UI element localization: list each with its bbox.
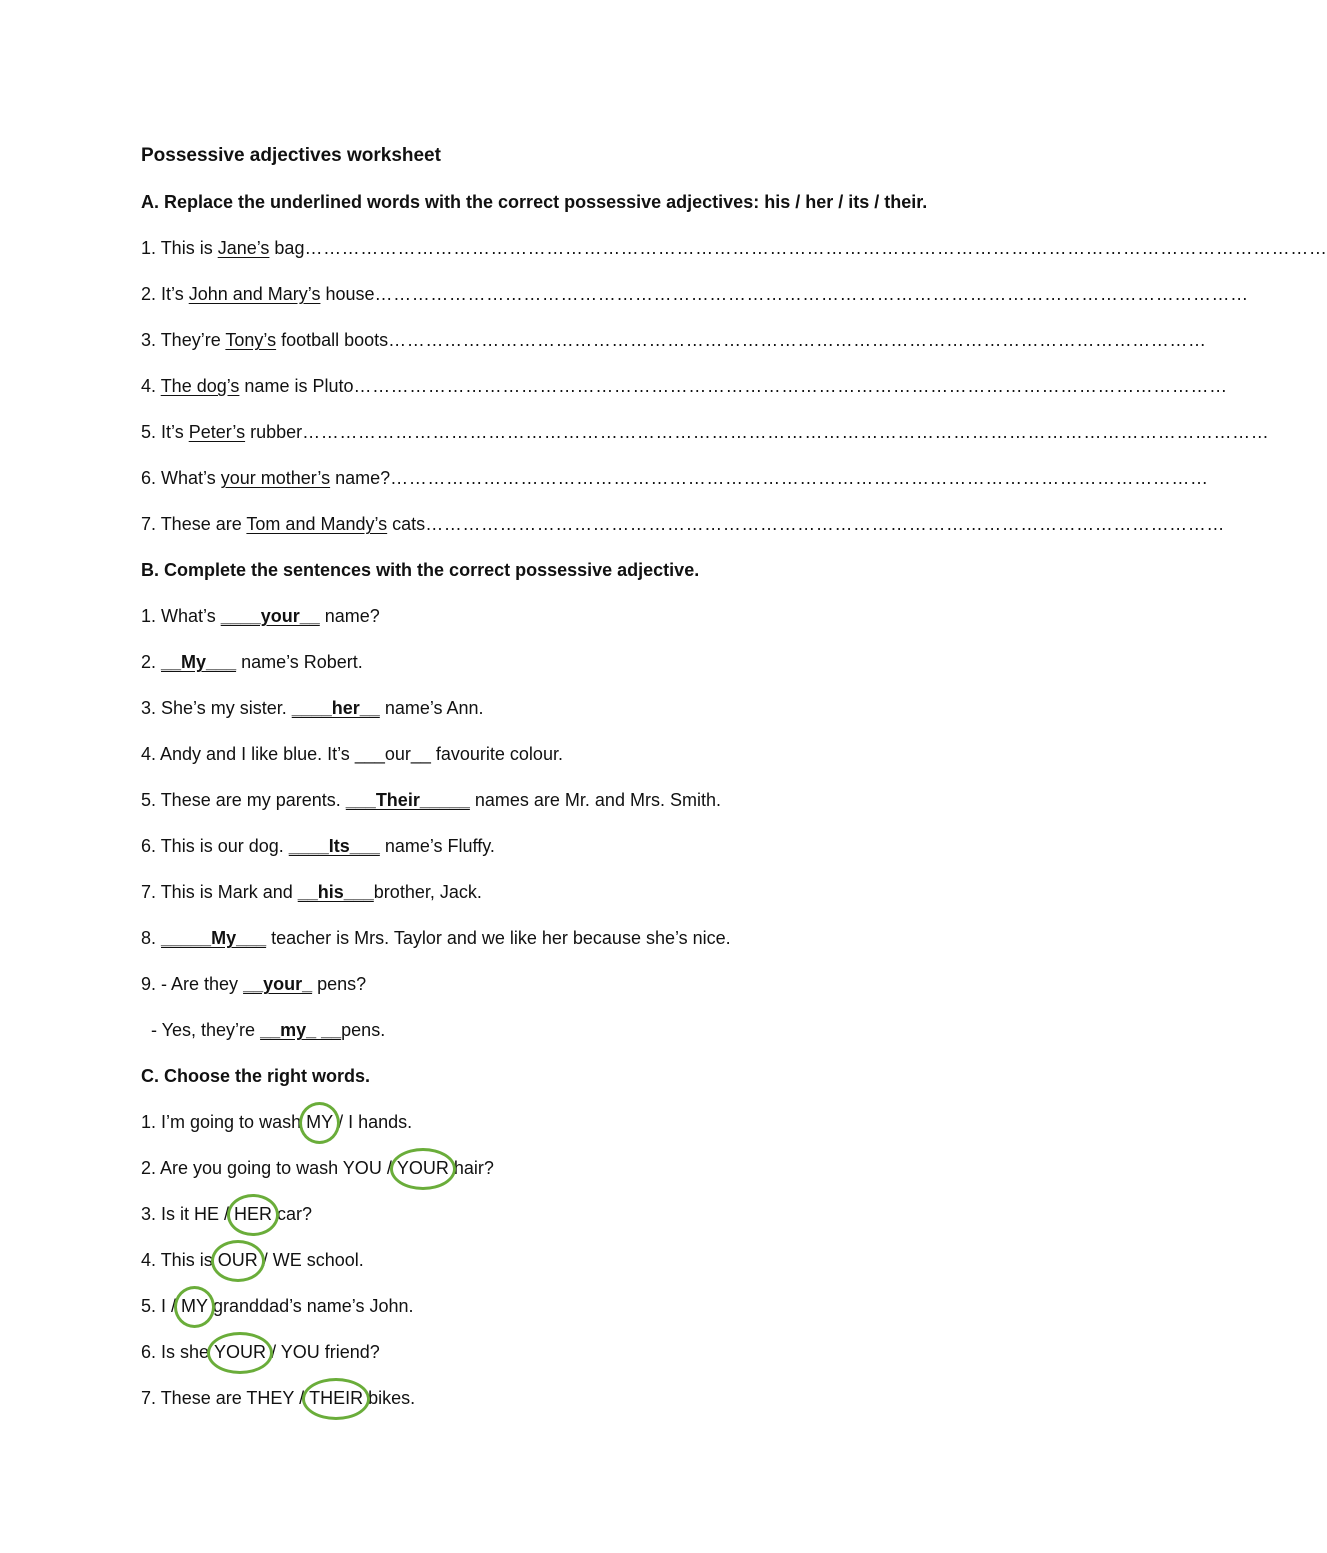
answer-dots: ………………………………………………………………………………………………………………………………………………… <box>304 238 1327 258</box>
filled-answer: __my_ __ <box>260 1020 342 1040</box>
section-c-item: 4. This is OUR / WE school. <box>141 1246 364 1274</box>
section-a-item: 3. They’re Tony’s football boots…………………………………………………………………………………………………………………… <box>141 330 1207 350</box>
section-a-heading: A. Replace the underlined words with the correct possessive adjectives: his / her / its / their. <box>141 192 928 212</box>
circled-answer: MY <box>306 1108 333 1136</box>
underlined-phrase: Peter’s <box>188 422 246 442</box>
answer-dots: …………………………………………………………………………………………………………………………… <box>353 376 1228 396</box>
section-b-item: 6. This is our dog. ____Its___ name’s Fluffy. <box>141 836 495 856</box>
section-b-item: 9. - Are they __your_ pens? <box>141 974 367 994</box>
filled-answer: ____her__ <box>291 698 380 718</box>
section-b-item: 7. This is Mark and __his___brother, Jack. <box>141 882 482 902</box>
answer-dots: ………………………………………………………………………………………………………………………………………… <box>302 422 1270 442</box>
circled-answer: HER <box>234 1200 272 1228</box>
filled-answer: ____Its___ <box>288 836 380 856</box>
section-c-item: 7. These are THEY / THEIR bikes. <box>141 1384 415 1412</box>
section-c-item: 5. I / MY granddad’s name’s John. <box>141 1292 414 1320</box>
section-b-item: - Yes, they’re __my_ __pens. <box>141 1020 386 1040</box>
section-b-item: 3. She’s my sister. ____her__ name’s Ann. <box>141 698 484 718</box>
section-a-item: 4. The dog’s name is Pluto…………………………………………………………………………………………………………………………… <box>141 376 1228 396</box>
page-title: Possessive adjectives worksheet <box>141 145 441 166</box>
section-c-item: 6. Is she YOUR / YOU friend? <box>141 1338 380 1366</box>
answer-dots: ………………………………………………………………………………………………………………… <box>425 514 1225 534</box>
filled-answer: __his___ <box>297 882 374 902</box>
underlined-phrase: John and Mary’s <box>188 284 321 304</box>
answer-dots: …………………………………………………………………………………………………………………… <box>388 330 1207 350</box>
section-c-heading: C. Choose the right words. <box>141 1066 371 1086</box>
circled-answer: THEIR <box>309 1384 363 1412</box>
section-b-heading: B. Complete the sentences with the correct possessive adjective. <box>141 560 700 580</box>
filled-answer: __My___ <box>161 652 237 672</box>
filled-answer: __your_ <box>243 974 313 994</box>
section-a-item: 6. What’s your mother’s name?…………………………………………………………………………………………………………………… <box>141 468 1209 488</box>
section-b-item: 2. __My___ name’s Robert. <box>141 652 363 672</box>
section-c-item: 3. Is it HE / HER car? <box>141 1200 312 1228</box>
circled-answer: YOUR <box>214 1338 266 1366</box>
section-c-item: 1. I’m going to wash MY / I hands. <box>141 1108 412 1136</box>
section-a-item: 1. This is Jane’s bag………………………………………………………………………………………………………………………………………………… <box>141 238 1327 258</box>
filled-answer: ___Their_____ <box>345 790 470 810</box>
section-c-item: 2. Are you going to wash YOU / YOUR hair? <box>141 1154 494 1182</box>
filled-answer: ____your__ <box>220 606 320 626</box>
answer-dots: …………………………………………………………………………………………………………………………… <box>374 284 1249 304</box>
section-b-item: 4. Andy and I like blue. It’s ___our__ favourite colour. <box>141 744 563 764</box>
underlined-phrase: Tom and Mandy’s <box>246 514 388 534</box>
section-b-item: 8. _____My___ teacher is Mrs. Taylor and we like her because she’s nice. <box>141 928 731 948</box>
filled-answer: _____My___ <box>161 928 267 948</box>
underlined-phrase: your mother’s <box>220 468 331 488</box>
section-a-item: 7. These are Tom and Mandy’s cats………………………………………………………………………………………………………………… <box>141 514 1225 534</box>
underlined-phrase: Tony’s <box>225 330 277 350</box>
circled-answer: OUR <box>218 1246 258 1274</box>
underlined-phrase: The dog’s <box>160 376 240 396</box>
circled-answer: YOUR <box>397 1154 449 1182</box>
section-b-item: 1. What’s ____your__ name? <box>141 606 380 626</box>
answer-dots: …………………………………………………………………………………………………………………… <box>390 468 1209 488</box>
section-a-item: 2. It’s John and Mary’s house…………………………………………………………………………………………………………………………… <box>141 284 1249 304</box>
section-a-item: 5. It’s Peter’s rubber………………………………………………………………………………………………………………………………………… <box>141 422 1270 442</box>
section-b-item: 5. These are my parents. ___Their_____ names are Mr. and Mrs. Smith. <box>141 790 721 810</box>
underlined-phrase: Jane’s <box>217 238 270 258</box>
circled-answer: MY <box>181 1292 208 1320</box>
